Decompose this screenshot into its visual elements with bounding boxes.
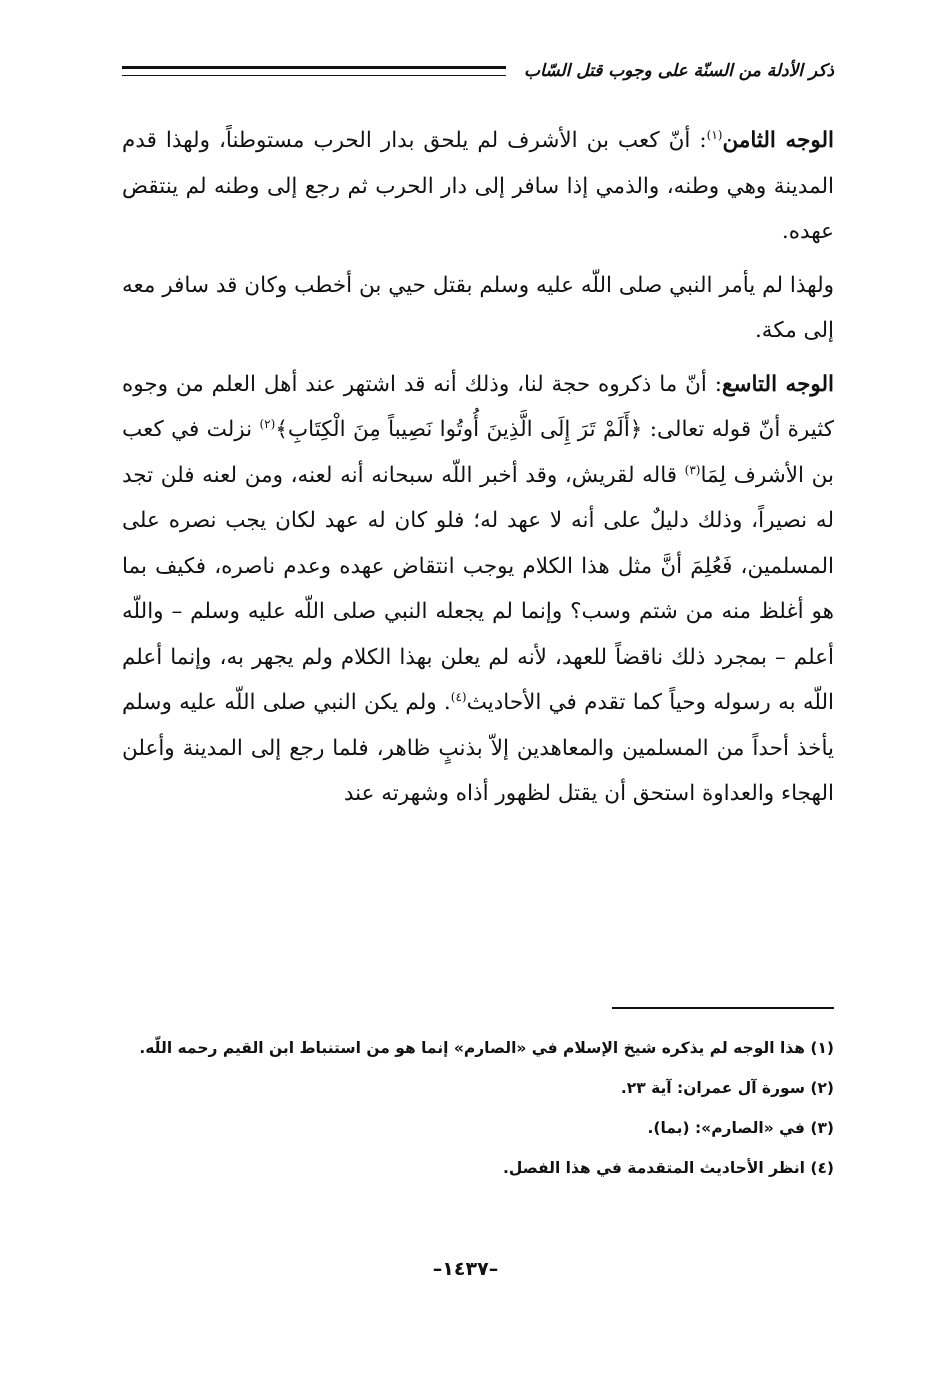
footnote-separator [612, 1007, 834, 1009]
footnote-ref[interactable]: (٣) [684, 462, 701, 477]
footnote-3: (٣) في «الصارم»: (بما). [647, 1119, 834, 1137]
page-number: –١٤٣٧– [432, 1258, 499, 1280]
header-title: ذكر الأدلة من السنّة على وجوب قتل السّاب [524, 61, 834, 81]
main-text [122, 118, 834, 817]
paragraph-text: قاله لقريش، وقد أخبر اللّه سبحانه أنه لعنه، ومن لعنه فلن تجد له نصيراً، وذلك دليلٌ على أنه لا عهد له؛ فلو كان له عهد لكان يجب نصره على المسلمين، فَعُلِمَ أنَّ مثل هذا الكلام يوجب انتقاض عهده وعدم ناصره، فكيف بما هو أغلظ منه من شتم وسب؟ وإنما لم يجعله النبي صلى اللّه عليه وسلم – واللّه أعلم – بمجرد ذلك ناقضاً للعهد، لأنه لم يعلن بهذا الكلام ولم يجهر به، وإنما أعلم اللّه به رسوله وحياً كما تقدم في الأحاديث [122, 462, 834, 715]
paragraph-text: : أنّ كعب بن الأشرف لم يلحق بدار الحرب مستوطناً، ولهذا قدم المدينة وهي وطنه، والذمي إذا سافر إلى دار الحرب ثم رجع إلى وطنه لم ينتقض عهده. [122, 128, 834, 244]
running-header [122, 56, 834, 86]
paragraph-text: نزلت في كعب بن الأشرف لِمَا [122, 417, 834, 488]
paragraph-lead: الوجه الثامن [722, 128, 834, 153]
footnote-4: (٤) انظر الأحاديث المتقدمة في هذا الفصل. [502, 1159, 834, 1177]
paragraph-lead: الوجه التاسع [722, 371, 834, 397]
footnote-ref[interactable]: (٢) [259, 416, 276, 431]
footnotes [122, 1028, 834, 1188]
footnote-2: (٢) سورة آل عمران: آية ٢٣. [620, 1079, 834, 1097]
paragraph-ninth-aspect [122, 362, 834, 817]
header-rule [122, 66, 506, 76]
footnote-ref[interactable]: (١) [706, 127, 723, 142]
footnote-ref[interactable]: (٤) [450, 689, 467, 704]
paragraph-text: . ولم يكن النبي صلى اللّه عليه وسلم يأخذ أحداً من المسلمين والمعاهدين إلاّ بذنبٍ ظاهر، فلما رجع إلى المدينة وأعلن الهجاء والعداوة استحق أن يقتل لظهور أذاه وشهرته عند [122, 690, 834, 806]
paragraph-text: : أنّ ما ذكروه حجة لنا، وذلك أنه قد اشتهر عند أهل العلم من وجوه كثيرة أنّ قوله تعالى: ﴿أَلَمْ تَرَ إِلَى الَّذِينَ أُوتُوا نَصِيباً مِنَ الْكِتَابِ﴾ [122, 371, 834, 442]
paragraph-huyayy [122, 263, 834, 354]
footnote-1: (١) هذا الوجه لم يذكره شيخ الإسلام في «الصارم» إنما هو من استنباط ابن القيم رحمه اللّه. [139, 1039, 834, 1057]
paragraph-eighth-aspect [122, 118, 834, 255]
paragraph-text: ولهذا لم يأمر النبي صلى اللّه عليه وسلم بقتل حيي بن أخطب وكان قد سافر معه إلى مكة. [122, 272, 834, 343]
